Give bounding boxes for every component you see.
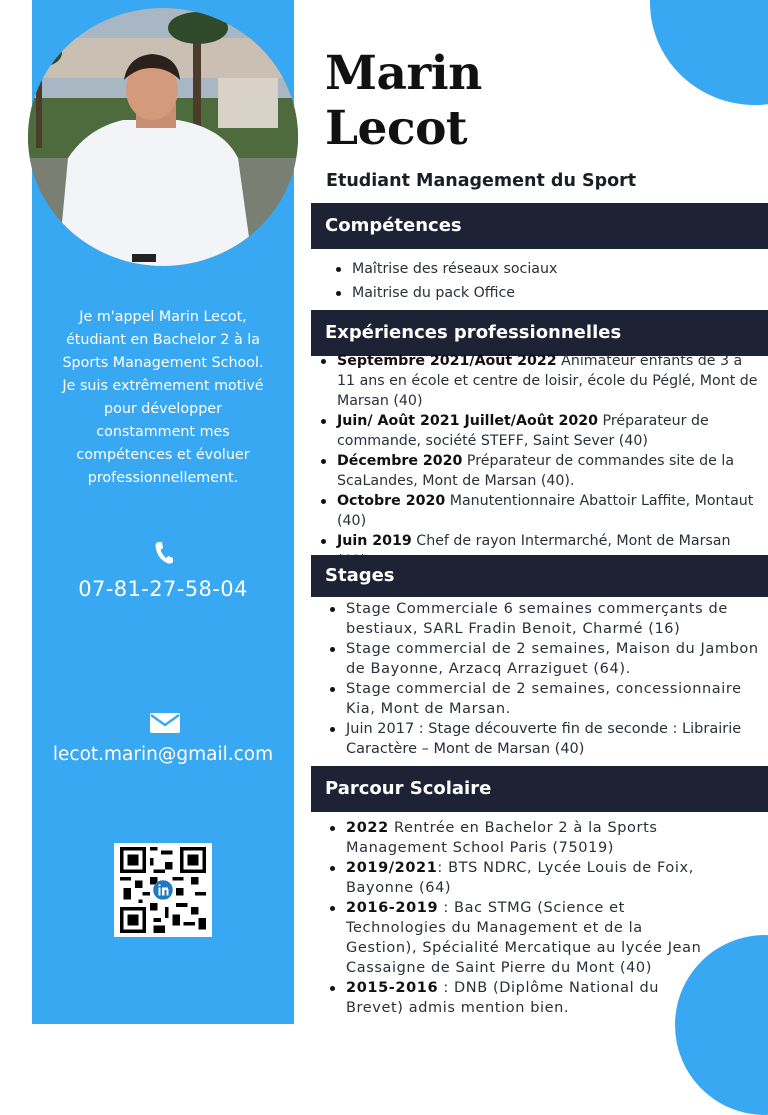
candidate-name: Marin Lecot <box>325 46 482 156</box>
list-item <box>337 411 762 451</box>
decorative-circle-top <box>650 0 768 105</box>
phone-icon <box>154 541 174 565</box>
experience-date: Juin/ Août 2021 Juillet/Août 2020 <box>337 413 599 429</box>
list-item <box>337 451 762 491</box>
list-item: Stage Commerciale 6 semaines commerçants de bestiaux, SARL Fradin Benoit, Charmé (16) <box>346 599 764 639</box>
school-list <box>346 818 706 1018</box>
school-date: 2015-2016 <box>346 980 439 996</box>
list-item <box>346 818 706 858</box>
experience-date: Octobre 2020 <box>337 493 446 509</box>
school-date: 2019/2021 <box>346 860 438 876</box>
intro-text: Je m'appel Marin Lecot, étudiant en Bachelor 2 à la Sports Management School. Je suis extrêmement motivé pour développer constamment mes compétences et évoluer professionnellement. <box>62 309 264 486</box>
section-header-school: Parcour Scolaire <box>311 766 768 812</box>
section-header-experience: Expériences professionnelles <box>311 310 768 356</box>
experience-text: Animateur enfants de 3 à 11 ans en école et centre de loisir, école du Péglé, Mont de Marsan (40) <box>337 353 758 409</box>
list-item: Juin 2017 : Stage découverte fin de seconde : Librairie Caractère – Mont de Marsan (40) <box>346 719 764 759</box>
mail-icon <box>149 711 181 735</box>
list-item <box>346 898 706 978</box>
experience-date: Septembre 2021/Août 2022 <box>337 353 557 369</box>
list-item: Stage commercial de 2 semaines, concessionnaire Kia, Mont de Marsan. <box>346 679 764 719</box>
school-date: 2016-2019 <box>346 900 439 916</box>
experience-text: Préparateur de commande, société STEFF, Saint Sever (40) <box>337 413 709 449</box>
list-item: Maîtrise des réseaux sociaux <box>352 257 557 281</box>
skills-list <box>352 257 557 305</box>
experience-text: Préparateur de commandes site de la ScaLandes, Mont de Marsan (40). <box>337 453 735 489</box>
phone-number[interactable]: 07-81-27-58-04 <box>78 577 248 601</box>
experience-list <box>337 351 762 571</box>
list-item: Stage commercial de 2 semaines, Maison du Jambon de Bayonne, Arzacq Arraziguet (64). <box>346 639 764 679</box>
school-text: Rentrée en Bachelor 2 à la Sports Management School Paris (75019) <box>346 820 658 856</box>
experience-date: Décembre 2020 <box>337 453 463 469</box>
qr-code-icon[interactable] <box>114 843 212 937</box>
email-address[interactable]: lecot.marin@gmail.com <box>52 744 274 765</box>
experience-text: Manutentionnaire Abattoir Laffite, Montaut (40) <box>337 493 754 529</box>
list-item: Maitrise du pack Office <box>352 281 557 305</box>
list-item <box>337 351 762 411</box>
job-title: Etudiant Management du Sport <box>326 171 637 191</box>
profile-photo <box>28 8 298 266</box>
school-date: 2022 <box>346 820 389 836</box>
experience-date: Juin 2019 <box>337 533 412 549</box>
list-item <box>346 978 706 1018</box>
school-text: : Bac STMG (Science et Technologies du Management et de la Gestion), Spécialité Mercatique au lycée Jean Cassaigne de Saint Pierre du Mont (40) <box>346 900 702 976</box>
list-item <box>337 491 762 531</box>
experience-text: Chef de rayon Intermarché, Mont de Marsan <box>416 533 731 549</box>
section-header-skills: Compétences <box>311 203 768 249</box>
stages-list <box>346 599 764 759</box>
school-text: : DNB (Diplôme National du Brevet) admis mention bien. <box>346 980 660 1016</box>
section-header-stages: Stages <box>311 555 768 597</box>
school-text: : BTS NDRC, Lycée Louis de Foix, Bayonne (64) <box>346 860 694 896</box>
list-item <box>346 858 706 898</box>
